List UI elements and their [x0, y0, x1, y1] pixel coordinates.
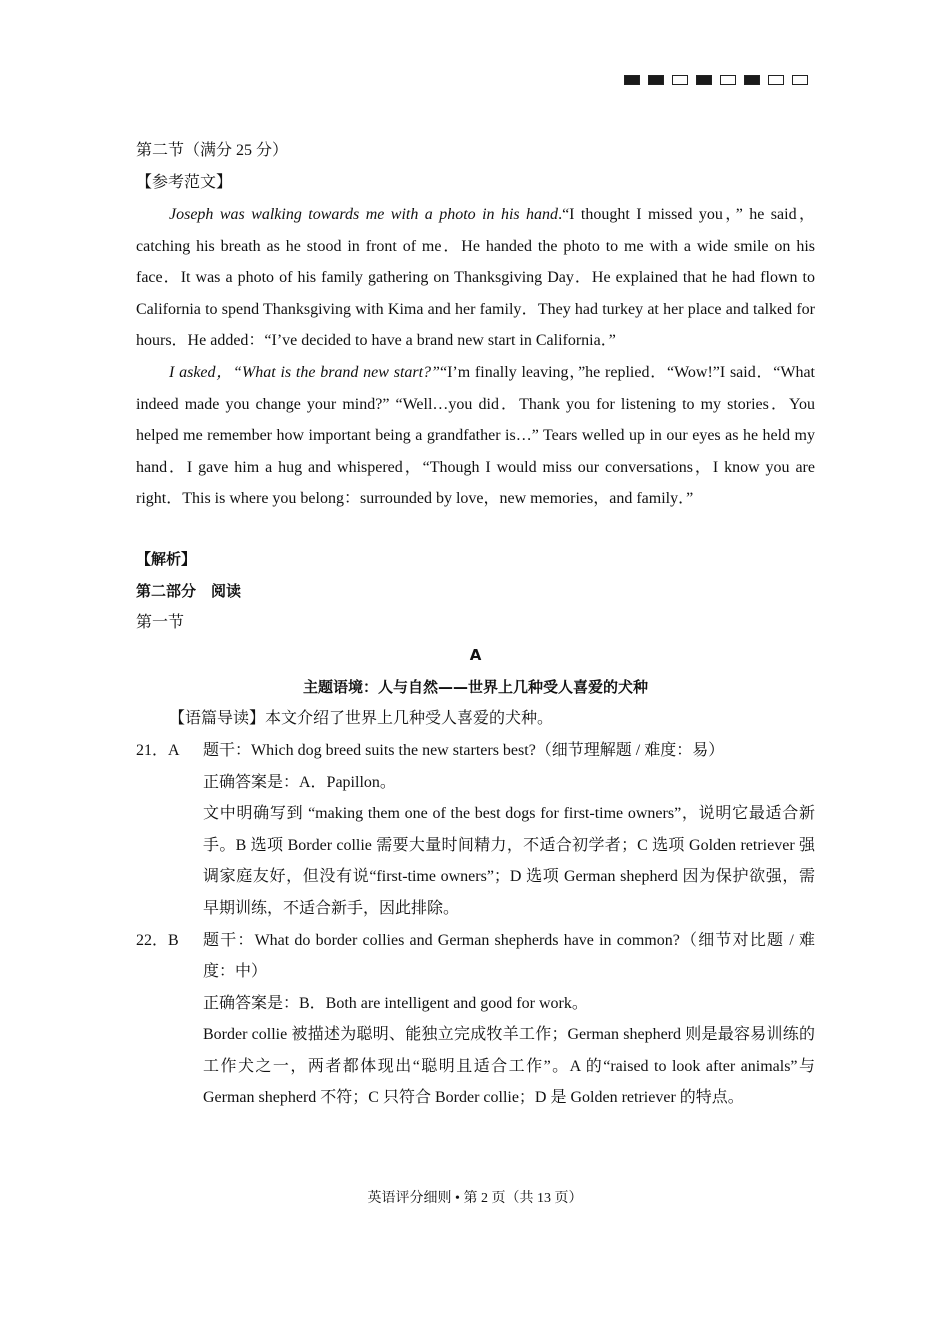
progress-mark: [768, 75, 784, 85]
question-explanation: Border collie 被描述为聪明、能独立完成牧羊工作；German shepherd 则是最容易训练的工作犬之一，两者都体现出“聪明且适合工作”。A 的“raised to look after animals”与 German shepherd 不符；C 只符合 Border collie；D 是 Golden retriever 的特点。: [203, 1026, 815, 1107]
question-item: [136, 925, 815, 1115]
page-progress-marks: [624, 75, 808, 85]
question-stem: 题干：What do border collies and German shepherds have in common?（细节对比题 / 难度：中）: [203, 931, 815, 981]
question-stem: 题干：Which dog breed suits the new starters best?（细节理解题 / 难度：易）: [203, 741, 725, 759]
sample-essay-label: 【参考范文】: [136, 174, 233, 191]
progress-mark: [720, 75, 736, 85]
essay-paragraph-2-opening: I asked，“What is the brand new start?”: [169, 363, 440, 381]
essay-paragraph-1: [136, 199, 815, 357]
section-heading: 第二节（满分 25 分）: [136, 142, 289, 159]
passage-letter: A: [469, 645, 482, 664]
essay-paragraph-1-text: .“I thought I missed you，” he said，catching his breath as he stood in front of me．He handed the photo to me with a wide smile on his face．It was a photo of his family gathering on Thanksgiving Day．He explained that he had flown to California to spend Thanksgiving with Kima and her family．They had turkey at her place and talked for hours．He added：“I’ve decided to have a brand new start in California．”: [136, 206, 816, 350]
theme-context: 主题语境：人与自然——世界上几种受人喜爱的犬种: [302, 677, 648, 696]
essay-paragraph-2: [136, 357, 815, 515]
progress-mark: [648, 75, 664, 85]
progress-mark: [744, 75, 760, 85]
progress-mark: [672, 75, 688, 85]
question-item: [136, 735, 815, 925]
page-footer: 英语评分细则 • 第 2 页（共 13 页）: [367, 1191, 583, 1206]
section-title: 第一节: [136, 613, 185, 631]
progress-mark: [696, 75, 712, 85]
question-answer: 正确答案是：A．Papillon。: [203, 773, 396, 791]
question-answer: 正确答案是：B．Both are intelligent and good for work。: [203, 994, 588, 1012]
essay-paragraph-1-opening: Joseph was walking towards me with a photo in his hand: [169, 206, 559, 223]
progress-mark: [624, 75, 640, 85]
analysis-label: 【解析】: [136, 549, 197, 568]
document-body: [136, 135, 815, 1114]
part-title: 第二部分 阅读: [136, 581, 242, 600]
essay-paragraph-2-text: “I’m finally leaving，”he replied．“Wow!”I said．“What indeed made you change your mind?” “Well…you did．Thank you for listening to my stories．You helped me remember how important being a grandfather is…” Tears welled up in our eyes as he held my hand．I gave him a hug and whispered，“Though I would miss our conversations，I know you are right．This is where you belong：surrounded by love，new memories，and family．”: [136, 363, 815, 508]
question-explanation: 文中明确写到 “making them one of the best dogs for first-time owners”，说明它最适合新手。B 选项 Border collie 需要大量时间精力，不适合初学者；C 选项 Golden retriever 强调家庭友好，但没有说“first-time owners”；D 选项 German shepherd 因为保护欲强，需早期训练，不适合新手，因此排除。: [203, 805, 815, 917]
progress-mark: [792, 75, 808, 85]
question-number: 21．A: [136, 741, 180, 759]
question-number: 22．B: [136, 931, 179, 949]
passage-guide: 【语篇导读】本文介绍了世界上几种受人喜爱的犬种。: [169, 709, 554, 727]
